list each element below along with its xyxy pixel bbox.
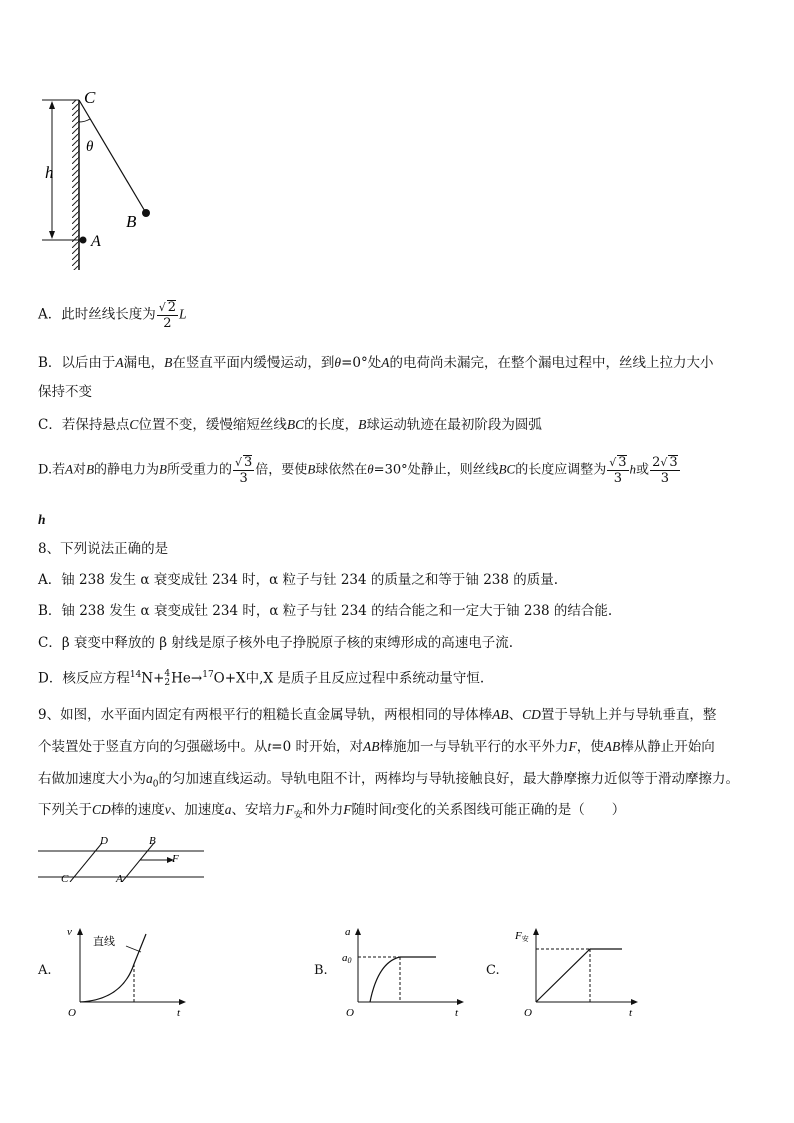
label-b: B: [149, 835, 156, 847]
ball-a: [80, 237, 87, 244]
acceleration-curve: [370, 957, 436, 1002]
nuclide-index: 4 2: [164, 669, 171, 688]
label-a: A: [116, 873, 123, 882]
q7-option-d: D.若A对B的静电力为B所受重力的 $\frac{√ 3}{3}$ 倍，要使B球依然在θ=30°处静止，则丝线BC的长度应调整为 $\frac{√ 3}{3}$ h或 $\frac{2√ 3}{3}$: [38, 455, 678, 486]
rod-cd: [70, 843, 102, 882]
q9-line-1: 9、如图，水平面内固定有两根平行的粗糙长直金属导轨，两根相同的导体棒AB、CD置于导轨上并与导轨垂直，整: [38, 707, 717, 723]
q8-option-a: A．铀 238 发生 α 衰变成钍 234 时，α 粒子与钍 234 的质量之和等于铀 238 的质量.: [38, 572, 559, 588]
graph-c: [512, 922, 644, 1018]
ampere-force-line: [536, 949, 622, 1002]
rod-ab: [122, 843, 154, 882]
fraction: $\frac{2√ 3}{3}$: [652, 455, 678, 486]
label-a: A: [91, 233, 101, 250]
origin-o: O: [68, 1007, 76, 1018]
label-f: F: [172, 853, 179, 865]
graph-b: [340, 922, 470, 1018]
label-a0: a0: [342, 952, 352, 965]
label-theta: θ: [86, 139, 94, 155]
x-label-t: t: [177, 1007, 181, 1018]
y-label-v: v: [67, 926, 72, 938]
label-h: h: [45, 163, 54, 182]
q7-option-a: A．此时丝线长度为 $\frac{√ 2}{2}$ L: [38, 300, 187, 331]
pendulum-figure: [30, 80, 170, 280]
q9-line-2: 个装置处于竖直方向的匀强磁场中。从t=0 时开始，对AB棒施加一与导轨平行的水平外力F，使AB棒从静止开始向: [38, 739, 715, 755]
y-label-f: F安: [515, 930, 529, 943]
y-label-a: a: [345, 926, 351, 938]
label-c: C: [61, 873, 69, 882]
q8-option-d: D．核反应方程$^{14}$N+ 4 2 He→$^{17}$O+X中,X 是质子且反应过程中系统动量守恒.: [38, 669, 485, 688]
fraction: $\frac{√ 3}{3}$: [609, 455, 627, 486]
silk-thread: [79, 100, 146, 213]
wall: [72, 100, 79, 270]
note-straight-line: 直线: [93, 936, 115, 948]
q7-a-text: A．此时丝线长度为: [38, 306, 156, 323]
q8-title: 8、下列说法正确的是: [38, 541, 169, 557]
graph-a: [62, 922, 192, 1018]
label-d: D: [100, 835, 108, 847]
label-c: C: [84, 88, 96, 107]
origin-o: O: [346, 1007, 354, 1018]
origin-o: O: [524, 1007, 532, 1018]
x-label-t: t: [629, 1007, 633, 1018]
x-label-t: t: [455, 1007, 459, 1018]
option-b-label: B.: [314, 963, 328, 978]
q9-line-4: 下列关于CD棒的速度v、加速度a、安培力$F_安$和外力F随时间t变化的关系图线可能正确的是（ ）: [38, 802, 626, 821]
q9-line-3: 右做加速度大小为$a_0$的匀加速直线运动。导轨电阻不计，两棒均与导轨接触良好，最大静摩擦力近似等于滑动摩擦力。: [38, 771, 739, 790]
rails-figure: [36, 832, 208, 882]
option-c-label: C.: [486, 963, 500, 978]
q7-option-c: C．若保持悬点C位置不变，缓慢缩短丝线BC的长度，B球运动轨迹在最初阶段为圆弧: [38, 417, 542, 433]
q7-option-b-line2: 保持不变: [38, 384, 92, 400]
q7-option-b-line1: B．以后由于A漏电，B在竖直平面内缓慢运动，到θ=0°处A的电荷尚未漏完，在整个漏电过程中，丝线上拉力大小: [38, 355, 714, 371]
q8-option-c: C．β 衰变中释放的 β 射线是原子核外电子挣脱原子核的束缚形成的高速电子流.: [38, 635, 514, 651]
ball-b: [142, 209, 150, 217]
label-b: B: [126, 212, 137, 231]
q8-option-b: B．铀 238 发生 α 衰变成钍 234 时，α 粒子与钍 234 的结合能之和一定大于铀 238 的结合能.: [38, 603, 613, 619]
option-a-label: A.: [38, 963, 52, 978]
fraction: $\frac{√ 2}{2}$: [158, 300, 177, 331]
q7-option-d-h: h: [38, 512, 46, 527]
fraction: $\frac{√ 3}{3}$: [235, 455, 253, 486]
